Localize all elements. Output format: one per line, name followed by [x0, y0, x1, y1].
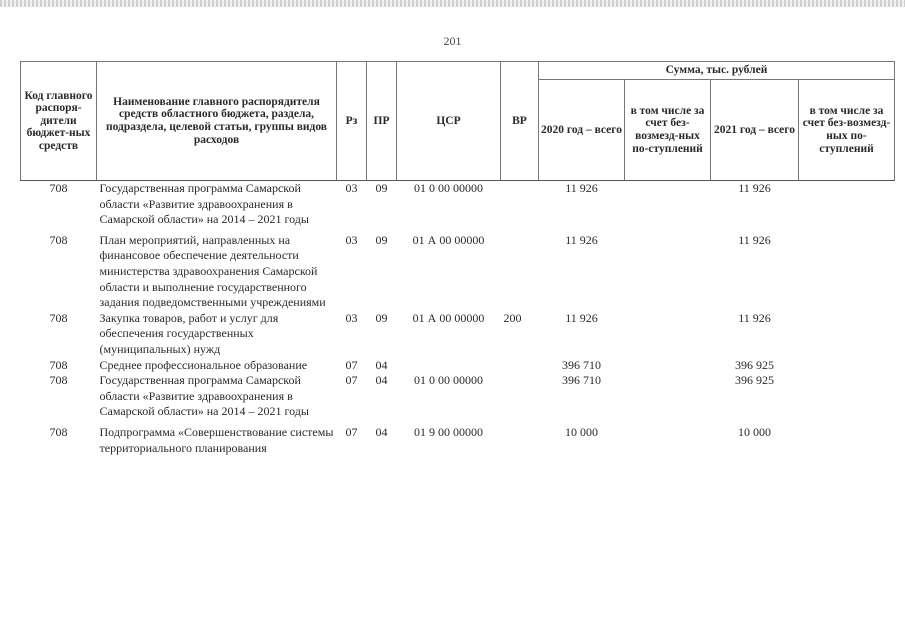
table-row: [21, 425, 895, 456]
cell-vr: [501, 425, 539, 456]
cell-2020-total: 11 926: [565, 310, 598, 325]
table-row: [21, 358, 895, 374]
header-2020-total: 2020 год – всего: [539, 80, 625, 181]
cell-2021-total: 10 000: [738, 424, 771, 439]
cell-2021-free: [799, 181, 895, 233]
cell-pr: 09: [375, 310, 388, 325]
cell-2020-total: 10 000: [565, 424, 598, 439]
header-vr: ВР: [501, 62, 539, 181]
cell-2020-free: [625, 358, 711, 374]
cell-code: 708: [49, 424, 68, 439]
cell-name: Закупка товаров, работ и услуг для обеспечения государственных (муниципальных) нужд: [99, 310, 279, 356]
table-row: [21, 311, 895, 358]
header-2020-free: в том числе за счет без-возмезд-ных по-ступлений: [625, 80, 711, 181]
cell-pr: 09: [375, 232, 388, 247]
cell-name: Государственная программа Самарской области «Развитие здравоохранения в Самарской области» на 2014 – 2021 годы: [99, 373, 309, 419]
cell-2021-total: 11 926: [738, 232, 771, 247]
header-2021-free: в том числе за счет без-возмезд-ных по-ступлений: [799, 80, 895, 181]
cell-pr: 04: [375, 357, 388, 372]
cell-rz: 07: [345, 424, 358, 439]
cell-code: 708: [49, 181, 68, 195]
cell-2021-free: [799, 373, 895, 425]
cell-code: 708: [49, 357, 68, 372]
cell-2021-total: 396 925: [735, 373, 774, 388]
cell-csr: [397, 358, 501, 374]
header-csr: ЦСР: [397, 62, 501, 181]
header-name: Наименование главного распорядителя средств областного бюджета, раздела, подраздела, целевой статьи, группы видов расходов: [97, 62, 337, 181]
cell-csr: 01 0 00 00000: [414, 181, 483, 195]
header-rz: Рз: [337, 62, 367, 181]
scan-edge: [0, 0, 905, 7]
table-row: [21, 181, 895, 233]
header-2021-total: 2021 год – всего: [711, 80, 799, 181]
cell-2020-free: [625, 181, 711, 233]
cell-code: 708: [49, 232, 68, 247]
cell-2021-free: [799, 233, 895, 311]
header-pr: ПР: [367, 62, 397, 181]
cell-code: 708: [49, 373, 68, 388]
cell-name: План мероприятий, направленных на финансовое обеспечение деятельности министерства здравоохранения Самарской области и выполнение государственного задания подведомственными учреждениями: [99, 232, 326, 310]
page-number: 201: [443, 34, 462, 48]
cell-2021-total: 11 926: [738, 310, 771, 325]
cell-csr: 01 9 00 00000: [414, 424, 483, 439]
cell-csr: 01 А 00 00000: [412, 310, 485, 325]
cell-2020-free: [625, 425, 711, 456]
cell-2021-total: 396 925: [735, 357, 774, 372]
cell-pr: 04: [375, 373, 388, 388]
cell-vr: [501, 373, 539, 425]
budget-table: [20, 61, 895, 456]
table-row: [21, 373, 895, 425]
cell-2020-total: 11 926: [565, 232, 598, 247]
cell-rz: 03: [345, 310, 358, 325]
cell-vr: [501, 181, 539, 233]
cell-name: Государственная программа Самарской области «Развитие здравоохранения в Самарской области» на 2014 – 2021 годы: [99, 181, 309, 227]
header-sum: Сумма, тыс. рублей: [539, 62, 895, 80]
cell-rz: 07: [345, 357, 358, 372]
cell-2020-total: 11 926: [565, 181, 598, 195]
cell-csr: 01 А 00 00000: [412, 232, 485, 247]
cell-2020-free: [625, 311, 711, 358]
cell-2021-free: [799, 358, 895, 374]
cell-csr: 01 0 00 00000: [414, 373, 483, 388]
cell-name: Подпрограмма «Совершенствование системы территориального планирования: [99, 424, 334, 455]
cell-pr: 09: [375, 181, 388, 195]
cell-2020-total: 396 710: [562, 357, 601, 372]
cell-pr: 04: [375, 424, 388, 439]
cell-2021-free: [799, 311, 895, 358]
cell-2020-free: [625, 233, 711, 311]
cell-2021-total: 11 926: [738, 181, 771, 195]
cell-rz: 03: [345, 181, 358, 195]
cell-name: Среднее профессиональное образование: [99, 357, 308, 372]
cell-rz: 03: [345, 232, 358, 247]
cell-rz: 07: [345, 373, 358, 388]
cell-vr: [501, 358, 539, 374]
cell-vr: 200: [503, 310, 522, 325]
cell-vr: [501, 233, 539, 311]
cell-code: 708: [49, 310, 68, 325]
cell-2021-free: [799, 425, 895, 456]
cell-2020-total: 396 710: [562, 373, 601, 388]
header-code: Код главного распоря-дители бюджет-ных средств: [21, 62, 97, 181]
table-row: [21, 233, 895, 311]
cell-2020-free: [625, 373, 711, 425]
